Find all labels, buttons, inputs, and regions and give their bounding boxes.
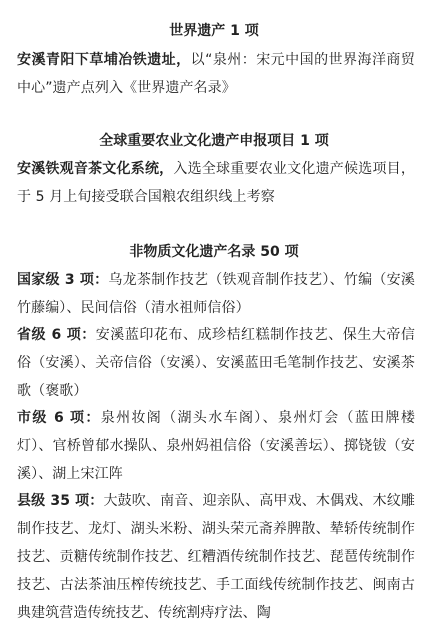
municipal-level-paragraph [17, 404, 415, 488]
county-level-items: 大鼓吹、南音、迎亲队、高甲戏、木偶戏、木纹雕制作技艺、龙灯、湖头米粉、湖头荣元斋养脾散、辇轿传统制作技艺、贡糖传统制作技艺、红糟酒传统制作技艺、琵琶传统制作技艺、古法茶油压榨传统技艺、手工面线传统制作技艺、闽南古典建筑营造传统技艺、传统割痔疗法、陶 [17, 493, 416, 621]
provincial-level-paragraph [17, 321, 415, 405]
world-heritage-site-name: 安溪青阳下草埔冶铁遗址， [17, 52, 191, 68]
national-level-paragraph [17, 266, 415, 322]
agri-heritage-heading: 全球重要农业文化遗产申报项目 1 项 [99, 133, 329, 149]
provincial-level-label: 省级 6 项： [17, 327, 96, 343]
world-heritage-paragraph [17, 46, 415, 102]
agri-heritage-paragraph [17, 155, 415, 211]
national-level-items: 乌龙茶制作技艺（铁观音制作技艺）、竹编（安溪竹藤编）、民间信俗（清水祖师信俗） [17, 272, 415, 316]
agri-heritage-description: 入选全球重要农业文化遗产候选项目，于 5 月上旬接受联合国粮农组织线上考察 [17, 161, 415, 205]
county-level-paragraph [17, 487, 415, 627]
world-heritage-description: 以“泉州：宋元中国的世界海洋商贸中心”遗产点列入《世界遗产名录》 [17, 52, 415, 96]
provincial-level-items: 安溪蓝印花布、成珍桔红糕制作技艺、保生大帝信俗（安溪）、关帝信俗（安溪）、安溪蓝田毛笔制作技艺、安溪茶歌（褒歌） [17, 327, 415, 399]
municipal-level-items: 泉州妆阁（湖头水车阁）、泉州灯会（蓝田牌楼灯）、官桥曾郁水操队、泉州妈祖信俗（安溪善坛）、掷铙钹（安溪）、湖上宋江阵 [17, 410, 415, 482]
agri-heritage-system-name: 安溪铁观音茶文化系统， [17, 161, 174, 177]
county-level-label: 县级 35 项： [17, 493, 104, 509]
world-heritage-heading: 世界遗产 1 项 [169, 23, 259, 39]
municipal-level-label: 市级 6 项： [17, 410, 101, 426]
national-level-label: 国家级 3 项： [17, 272, 109, 288]
intangible-heritage-heading: 非物质文化遗产名录 50 项 [129, 244, 299, 260]
